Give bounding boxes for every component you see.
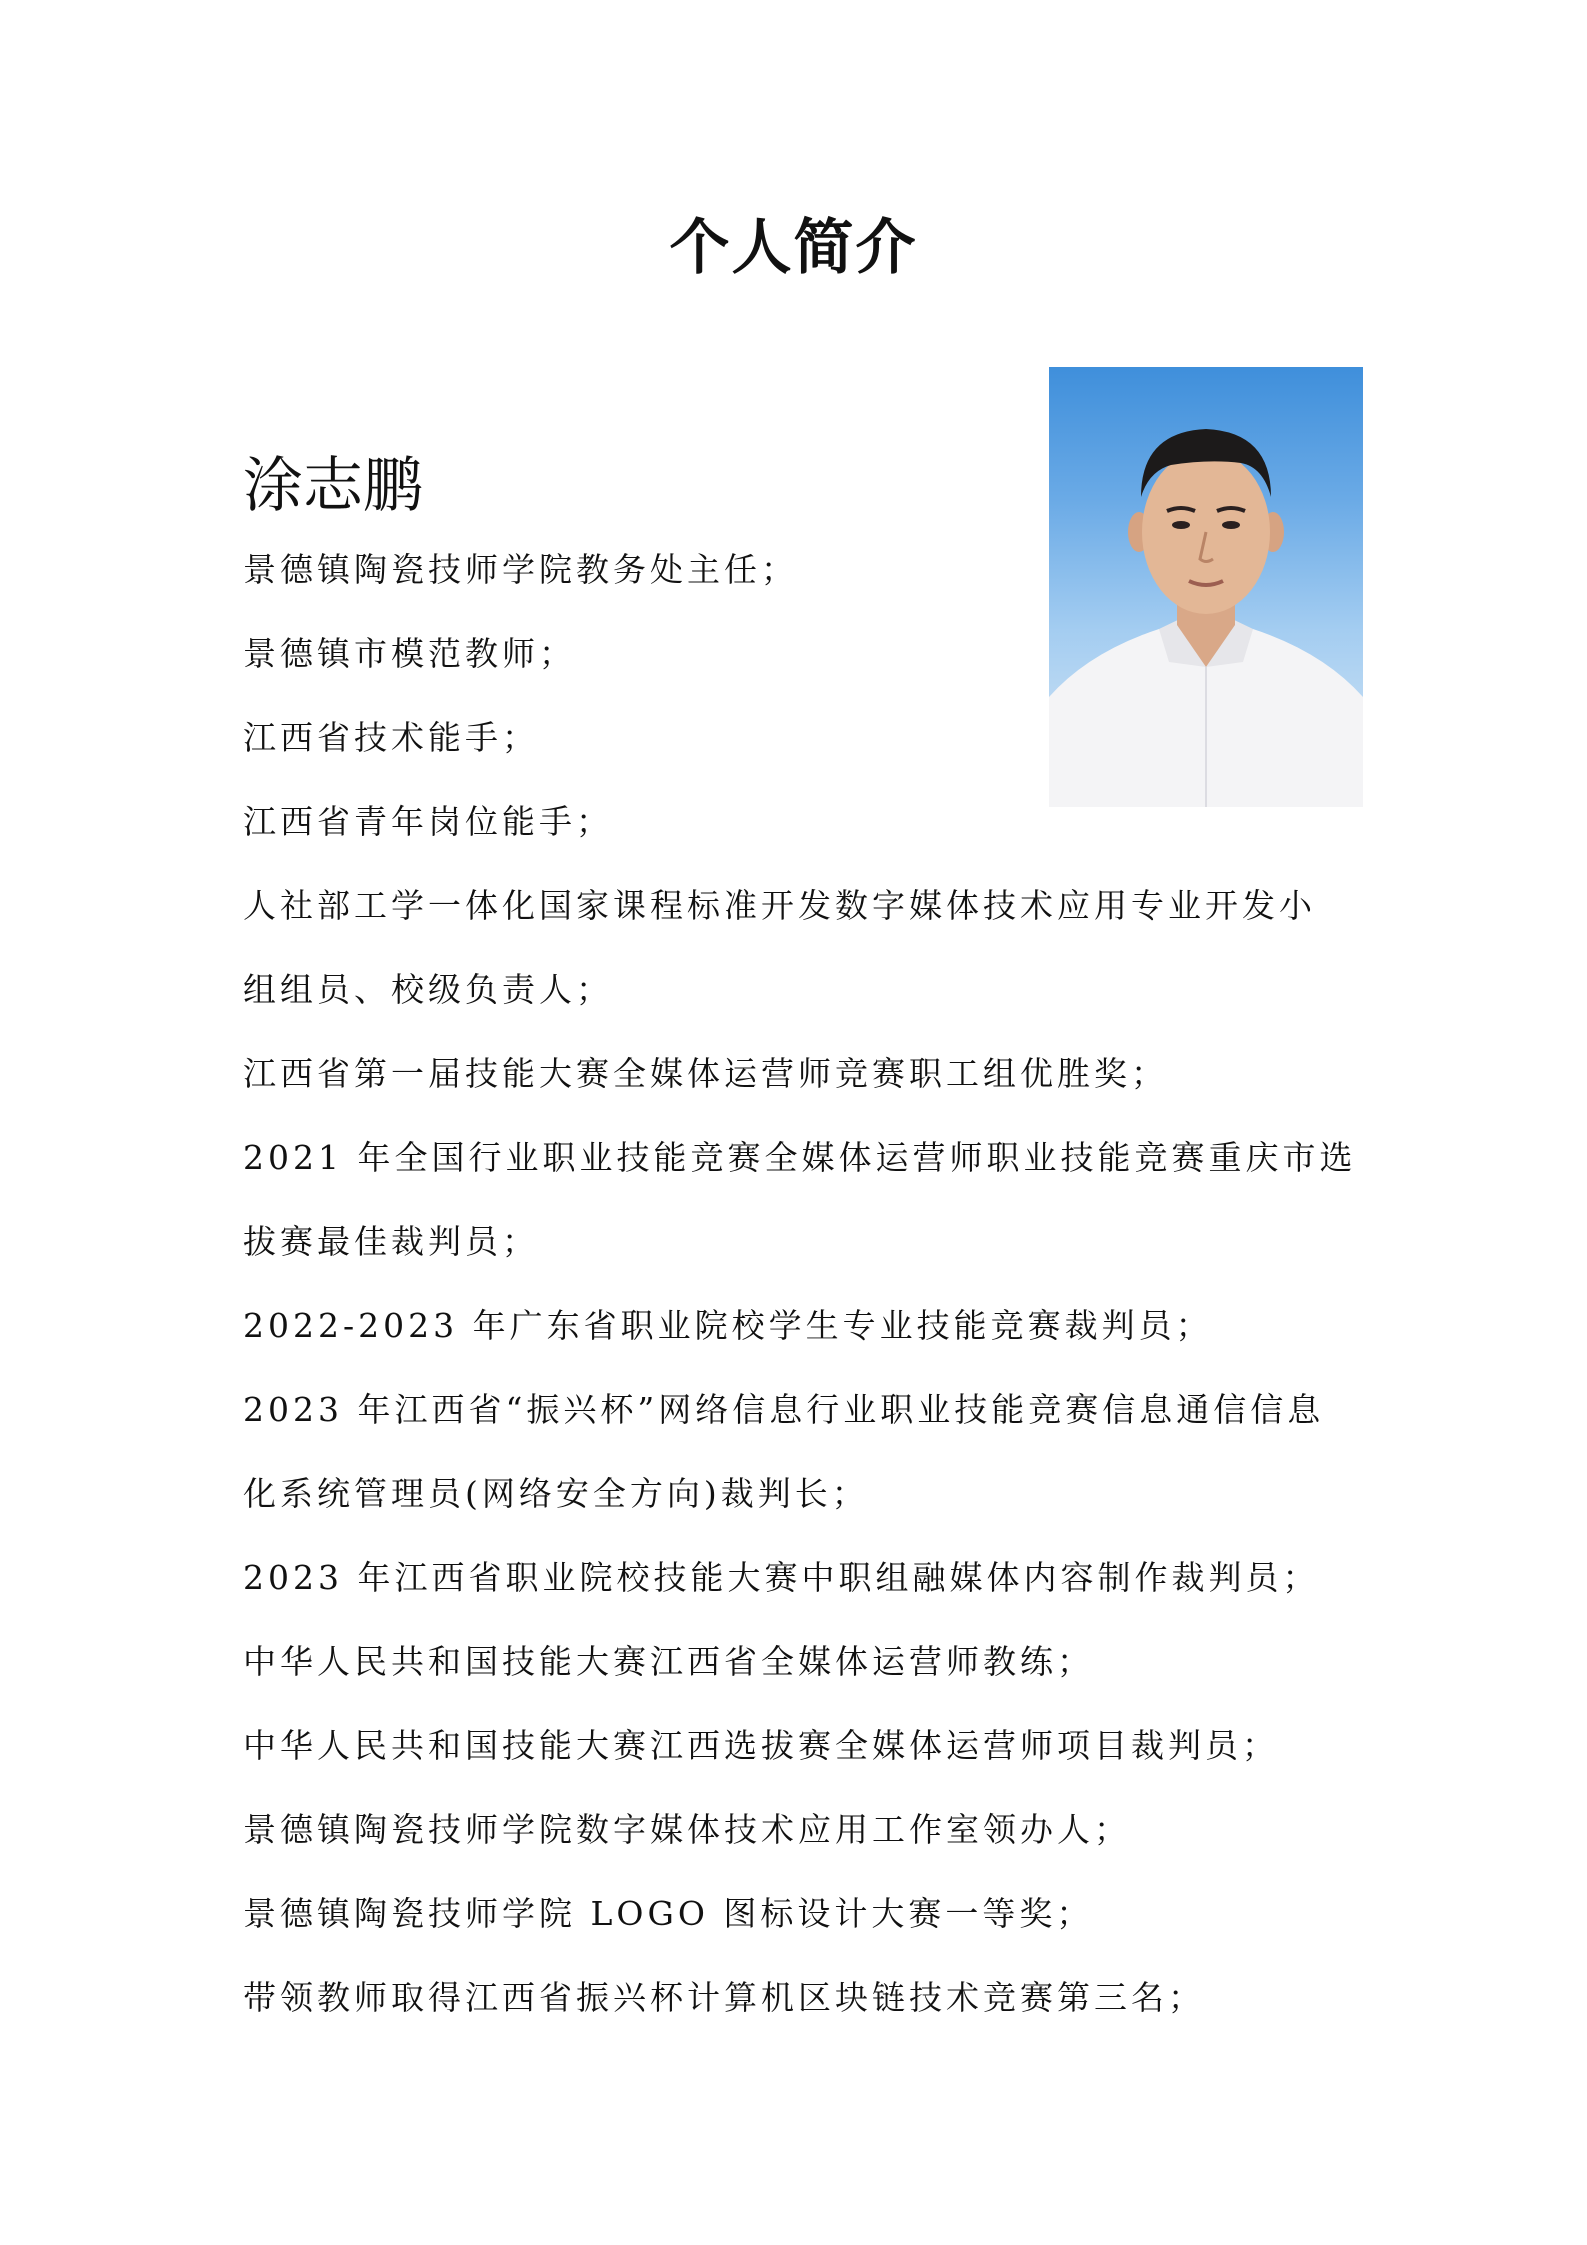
bio-line: 带领教师取得江西省振兴杯计算机区块链技术竞赛第三名； bbox=[243, 1978, 1205, 2017]
bio-line: 江西省青年岗位能手； bbox=[243, 802, 613, 841]
bio-line: 2023 年江西省“振兴杯”网络信息行业职业技能竞赛信息通信信息 bbox=[243, 1390, 1325, 1429]
bio-line: 江西省第一届技能大赛全媒体运营师竞赛职工组优胜奖； bbox=[243, 1054, 1168, 1093]
bio-line: 景德镇市模范教师； bbox=[243, 634, 576, 673]
bio-line: 景德镇陶瓷技师学院教务处主任； bbox=[243, 550, 798, 589]
bio-line: 中华人民共和国技能大赛江西选拔赛全媒体运营师项目裁判员； bbox=[243, 1726, 1279, 1765]
bio-line: 2022-2023 年广东省职业院校学生专业技能竞赛裁判员； bbox=[243, 1306, 1213, 1345]
bio-line: 2023 年江西省职业院校技能大赛中职组融媒体内容制作裁判员； bbox=[243, 1558, 1320, 1597]
bio-line: 江西省技术能手； bbox=[243, 718, 539, 757]
bio-line: 景德镇陶瓷技师学院 LOGO 图标设计大赛一等奖； bbox=[243, 1894, 1094, 1933]
bio-line: 组组员、校级负责人； bbox=[243, 970, 613, 1009]
page-title: 个人简介 bbox=[669, 213, 918, 283]
bio-line: 中华人民共和国技能大赛江西省全媒体运营师教练； bbox=[243, 1642, 1094, 1681]
bio-line: 2021 年全国行业职业技能竞赛全媒体运营师职业技能竞赛重庆市选 bbox=[243, 1138, 1357, 1177]
person-name: 涂志鹏 bbox=[243, 451, 423, 521]
bio-line: 化系统管理员(网络安全方向)裁判长； bbox=[243, 1474, 869, 1513]
bio-list bbox=[243, 540, 1357, 2052]
bio-line: 拔赛最佳裁判员； bbox=[243, 1222, 539, 1261]
bio-line: 景德镇陶瓷技师学院数字媒体技术应用工作室领办人； bbox=[243, 1810, 1131, 1849]
bio-line: 人社部工学一体化国家课程标准开发数字媒体技术应用专业开发小 bbox=[243, 886, 1316, 925]
